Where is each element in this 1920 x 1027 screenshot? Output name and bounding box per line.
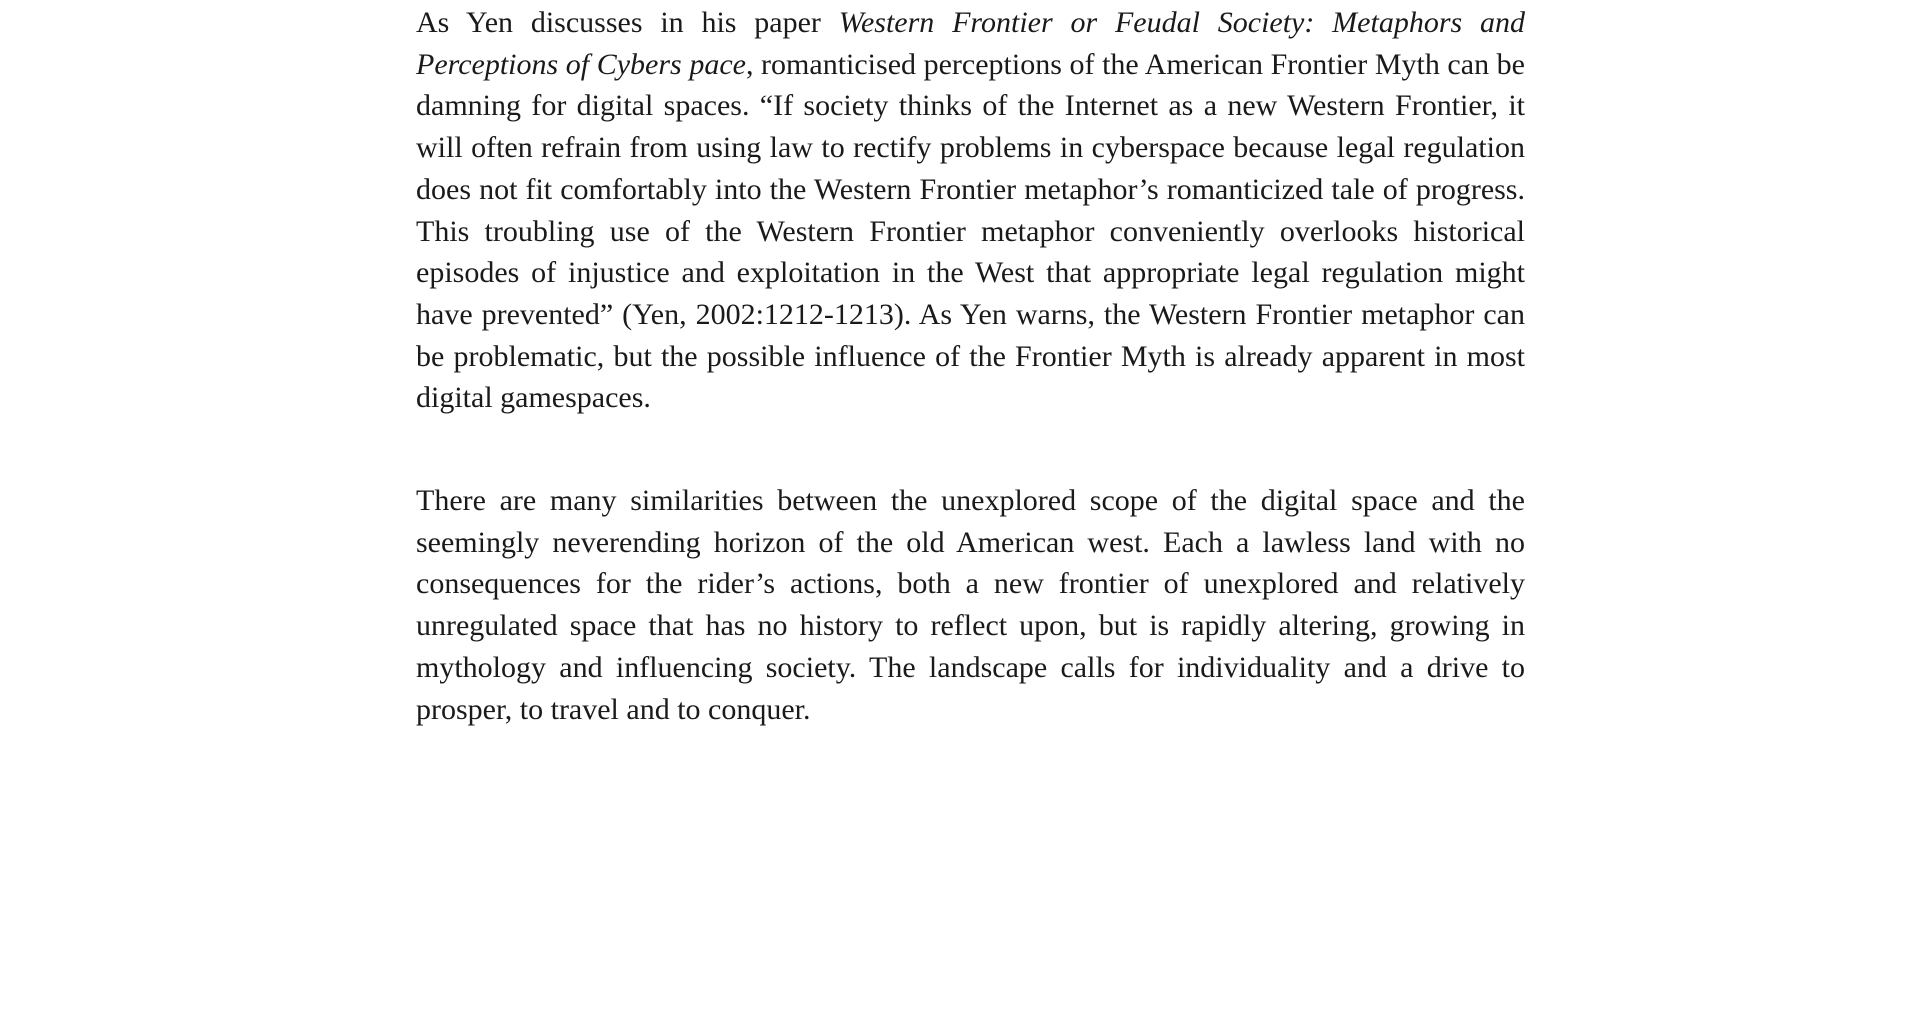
paper-title-italic: Western Frontier or Feudal Society: Metaphors and Perceptions of Cybers pace bbox=[416, 6, 1525, 81]
paragraph-1-body: , romanticised perceptions of the American Frontier Myth can be damning for digital spaces. “If society thinks of the Internet as a new Western Frontier, it will often refrain from using law to rectify problems in cyberspace because legal regulation does not fit comfortably into the Western Frontier metaphor’s romanticized tale of progress. This troubling use of the Western Frontier metaphor conveniently overlooks historical episodes of injustice and exploitation in the West that appropriate legal regulation might have prevented” (Yen, 2002:1212-1213). As Yen warns, the Western Frontier metaphor can be problematic, but the possible influence of the Frontier Myth is already apparent in most digital gamespaces. bbox=[416, 47, 1525, 415]
paragraph-yen-frontier-metaphor bbox=[416, 2, 1525, 419]
paragraph-1-lead: As Yen discusses in his paper bbox=[416, 6, 839, 39]
paragraph-digital-space-similarities: There are many similarities between the unexplored scope of the digital space and the seemingly neverending horizon of the old American west. Each a lawless land with no consequences for the rider’s actions, both a new frontier of unexplored and relatively unregulated space that has no history to reflect upon, but is rapidly altering, growing in mythology and influencing society. The landscape calls for individuality and a drive to prosper, to travel and to conquer. bbox=[416, 484, 1525, 726]
